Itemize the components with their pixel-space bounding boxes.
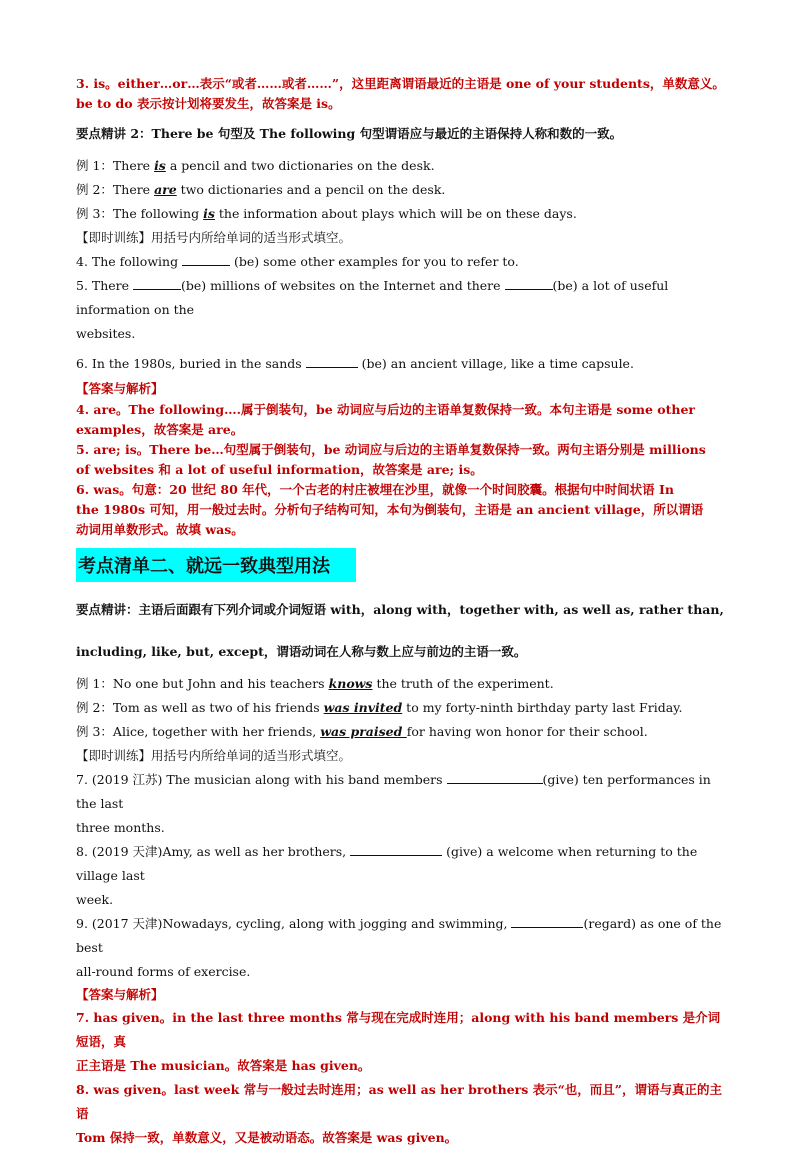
answer-blank <box>182 253 230 266</box>
section-heading: 考点清单二、就远一致典型用法 <box>76 548 356 582</box>
example-1: 例 1：No one but John and his teachers knows the truth of the experiment. <box>76 676 554 691</box>
key-point-line1: 要点精讲：主语后面跟有下列介词或介词短语 with，along with，together with, as well as, rather than, <box>76 602 724 617</box>
example-2: 例 2：Tom as well as two of his friends was invited to my forty-ninth birthday party last Friday. <box>76 700 683 715</box>
document-page <box>76 74 726 1150</box>
answer-8-line2: Tom 保持一致，单数意义，又是被动语态。故答案是 was given。 <box>76 1130 458 1145</box>
answer-5-line1: 5. are; is。There be…句型属于倒装句，be 动词应与后边的主语单复数保持一致。两句主语分别是 millions <box>76 442 706 457</box>
example-3: 例 3：Alice, together with her friends, was praised for having won honor for their school. <box>76 724 648 739</box>
answer-3-line1: 3. is。either…or…表示“或者……或者……”，这里距离谓语最近的主语是 one of your students，单数意义。 <box>76 76 725 91</box>
answer-blank <box>505 277 553 290</box>
question-8: 8. (2019 天津)Amy, as well as her brothers, (give) a welcome when returning to the village last <box>76 844 698 883</box>
answer-6-line2: the 1980s 可知，用一般过去时。分析句子结构可知，本句为倒装句，主语是 an ancient village，所以谓语 <box>76 502 704 517</box>
key-point-2: 要点精讲 2：There be 句型及 The following 句型谓语应与最近的主语保持人称和数的一致。 <box>76 126 623 141</box>
question-9-cont: all-round forms of exercise. <box>76 964 251 979</box>
practice-heading: 【即时训练】用括号内所给单词的适当形式填空。 <box>76 230 352 245</box>
answer-6-line1: 6. was。句意：20 世纪 80 年代，一个古老的村庄被埋在沙里，就像一个时间胶囊。根据句中时间状语 In <box>76 482 674 497</box>
question-8-cont: week. <box>76 892 114 907</box>
answer-blank <box>511 915 583 928</box>
answer-blank <box>350 843 442 856</box>
question-5: 5. There (be) millions of websites on the Internet and there (be) a lot of useful information on the <box>76 278 669 317</box>
answer-key-heading: 【答案与解析】 <box>76 987 164 1002</box>
example-3: 例 3：The following is the information about plays which will be on these days. <box>76 206 577 221</box>
question-9: 9. (2017 天津)Nowadays, cycling, along with jogging and swimming, (regard) as one of the best <box>76 916 722 955</box>
answer-8-line1: 8. was given。last week 常与一般过去时连用；as well as her brothers 表示“也，而且”，谓语与真正的主语 <box>76 1082 722 1121</box>
answer-blank <box>133 277 181 290</box>
question-6: 6. In the 1980s, buried in the sands (be) an ancient village, like a time capsule. <box>76 356 634 371</box>
answer-3-line2: be to do 表示按计划将要发生，故答案是 is。 <box>76 96 341 111</box>
answer-6-line3: 动词用单数形式。故填 was。 <box>76 522 244 537</box>
answer-7-line1: 7. has given。in the last three months 常与现在完成时连用；along with his band members 是介词短语，真 <box>76 1010 721 1049</box>
question-7-cont: three months. <box>76 820 165 835</box>
answer-blank <box>306 355 358 368</box>
question-4: 4. The following (be) some other examples for you to refer to. <box>76 254 519 269</box>
answer-key-heading: 【答案与解析】 <box>76 381 164 396</box>
practice-heading: 【即时训练】用括号内所给单词的适当形式填空。 <box>76 748 352 763</box>
question-5-cont: websites. <box>76 326 136 341</box>
key-point-line2: including, like, but, except，谓语动词在人称与数上应与前边的主语一致。 <box>76 644 527 659</box>
answer-7-line2: 正主语是 The musician。故答案是 has given。 <box>76 1058 371 1073</box>
answer-blank <box>447 771 543 784</box>
answer-4-line2: examples，故答案是 are。 <box>76 422 244 437</box>
question-7: 7. (2019 江苏) The musician along with his band members (give) ten performances in the last <box>76 772 711 811</box>
example-2: 例 2：There are two dictionaries and a pencil on the desk. <box>76 182 446 197</box>
answer-5-line2: of websites 和 a lot of useful information，故答案是 are; is。 <box>76 462 483 477</box>
answer-4-line1: 4. are。The following….属于倒装句，be 动词应与后边的主语单复数保持一致。本句主语是 some other <box>76 402 696 417</box>
example-1: 例 1：There is a pencil and two dictionaries on the desk. <box>76 158 435 173</box>
